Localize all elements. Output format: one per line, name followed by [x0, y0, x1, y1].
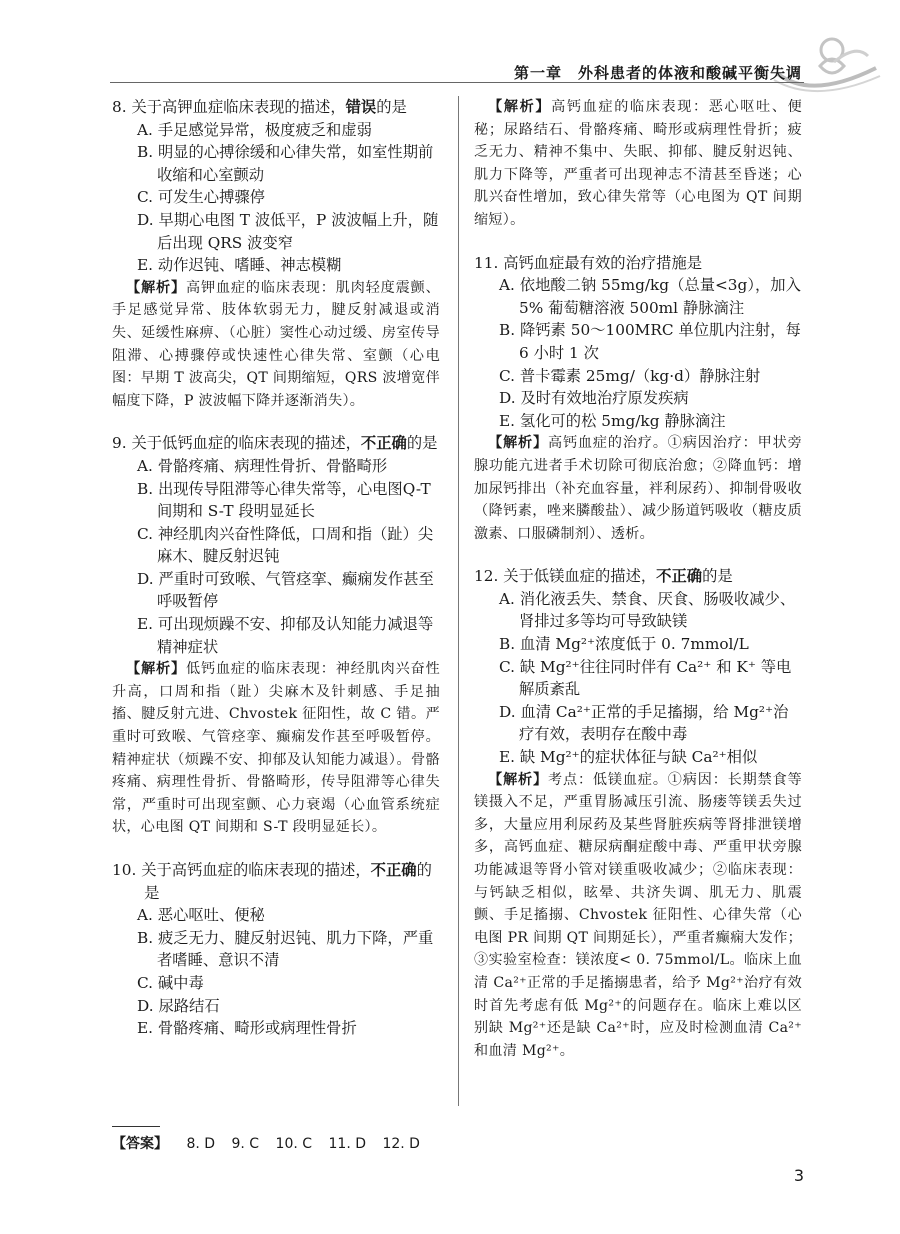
- header-rule: [110, 82, 804, 83]
- page-number: 3: [793, 1166, 804, 1185]
- option-e: E. 缺 Mg²⁺的症状体征与缺 Ca²⁺相似: [499, 748, 758, 767]
- question-stem: 10. 关于高钙血症的临床表现的描述，不正确的是: [112, 861, 432, 902]
- answer-item: 10. C: [275, 1136, 313, 1152]
- option-c: C. 碱中毒: [137, 973, 204, 992]
- option-e: E. 动作迟钝、嗜睡、神志模糊: [137, 256, 342, 275]
- analysis-label: 【解析】: [488, 99, 552, 115]
- option-b: B. 疲乏无力、腱反射迟钝、肌力下降，严重者嗜睡、意识不清: [137, 928, 434, 970]
- analysis: 【解析】高钾血症的临床表现：肌肉轻度震颤、手足感觉异常、肢体软弱无力，腱反射减退或消失、延缓性麻痹、（心脏）窦性心动过缓、房室传导阻滞、心搏骤停或快速性心律失常、室颤（心电图：早期 T 波高尖，QT 间期缩短，QRS 波增宽伴幅度下降，P 波波幅下降并逐渐消失）。: [112, 279, 440, 409]
- question-stem: 11. 高钙血症最有效的治疗措施是: [474, 253, 703, 272]
- answer-item: 8. D: [186, 1136, 216, 1152]
- left-column: [112, 96, 440, 1060]
- question-stem: 9. 关于低钙血症的临床表现的描述，不正确的是: [112, 434, 438, 453]
- option-b: B. 血清 Mg²⁺浓度低于 0. 7mmol/L: [499, 635, 749, 654]
- analysis-label: 【解析】: [488, 435, 548, 452]
- right-column: [474, 96, 802, 1082]
- question-10-analysis: [474, 96, 802, 232]
- option-d: D. 早期心电图 T 波低平，P 波波幅上升，随后出现 QRS 波变窄: [137, 210, 439, 252]
- option-d: D. 血清 Ca²⁺正常的手足搐搦，给 Mg²⁺治疗有效，表明存在酸中毒: [499, 702, 789, 744]
- question-12: [474, 565, 802, 1062]
- analysis: 【解析】考点：低镁血症。①病因：长期禁食等镁摄入不足，严重胃肠减压引流、肠瘘等镁丢失过多，大量应用利尿药及某些肾脏疾病等肾排泄镁增多，高钙血症、糖尿病酮症酸中毒、严重甲状旁腺功能减退等肾小管对镁重吸收减少；②临床表现：与钙缺乏相似，眩晕、共济失调、肌无力、肌震颤、手足搐搦、Chvostek 征阳性、心律失常（心电图 PR 间期 QT 间期延长），严重者癫痫大发作；③实验室检查：镁浓度< 0. 75mmol/L。临床上血清 Ca²⁺正常的手足搐搦患者，给予 Mg²⁺治疗有效时首先考虑有低 Mg²⁺的问题存在。临床上难以区别缺 Mg²⁺还是缺 Ca²⁺时，应及时检测血清 Ca²⁺和血清 Mg²⁺。: [474, 771, 802, 1059]
- analysis: 【解析】高钙血症的治疗。①病因治疗：甲状旁腺功能亢进者手术切除可彻底治愈；②降血钙：增加尿钙排出（补充血容量，袢利尿药）、抑制骨吸收（降钙素，唑来膦酸盐）、减少肠道钙吸收（糖皮质激素、口服磷制剂）、透析。: [474, 435, 802, 542]
- option-a: A. 骨骼疼痛、病理性骨折、骨骼畸形: [137, 456, 388, 475]
- answer-key-label: 【答案】: [112, 1136, 168, 1152]
- analysis-label: 【解析】: [488, 771, 548, 788]
- answer-item: 9. C: [231, 1136, 260, 1152]
- answer-item: 11. D: [328, 1136, 366, 1152]
- option-c: C. 普卡霉素 25mg/（kg·d）静脉注射: [499, 366, 761, 385]
- column-divider: [458, 96, 459, 1106]
- option-c: C. 神经肌肉兴奋性降低，口周和指（趾）尖麻木、腱反射迟钝: [137, 524, 434, 566]
- analysis: 【解析】低钙血症的临床表现：神经肌肉兴奋性升高，口周和指（趾）尖麻木及针刺感、手足抽搐、腱反射亢进、Chvostek 征阳性，故 C 错。严重时可致喉、气管痉挛、癫痫发作甚至呼吸暂停。精神症状（烦躁不安、抑郁及认知能力减退）。骨骼疼痛、病理性骨折、骨骼畸形，传导阻滞等心律失常，严重时可出现室颤、心力衰竭（心血管系统症状，心电图 QT 间期和 S-T 段明显延长）。: [112, 661, 440, 836]
- option-c: C. 缺 Mg²⁺往往同时伴有 Ca²⁺ 和 K⁺ 等电解质紊乱: [499, 657, 792, 699]
- option-a: A. 恶心呕吐、便秘: [137, 906, 265, 925]
- question-10: [112, 859, 440, 1040]
- option-a: A. 手足感觉异常，极度疲乏和虚弱: [137, 120, 372, 139]
- question-stem: 12. 关于低镁血症的描述，不正确的是: [474, 567, 733, 586]
- footer-rule: [112, 1126, 160, 1127]
- option-e: E. 骨骼疼痛、畸形或病理性骨折: [137, 1019, 357, 1038]
- option-c: C. 可发生心搏骤停: [137, 188, 265, 207]
- option-d: D. 严重时可致喉、气管痉挛、癫痫发作甚至呼吸暂停: [137, 569, 434, 611]
- option-e: E. 可出现烦躁不安、抑郁及认知能力减退等精神症状: [137, 615, 434, 656]
- option-d: D. 尿路结石: [137, 996, 220, 1015]
- question-11: [474, 252, 802, 546]
- answer-item: 12. D: [382, 1136, 420, 1152]
- analysis-label: 【解析】: [126, 661, 186, 678]
- analysis-label: 【解析】: [126, 279, 186, 296]
- option-e: E. 氢化可的松 5mg/kg 静脉滴注: [499, 411, 726, 430]
- chapter-title: 第一章 外科患者的体液和酸碱平衡失调: [513, 64, 802, 82]
- option-b: B. 出现传导阻滞等心律失常等，心电图Q-T间期和 S-T 段明显延长: [137, 479, 431, 521]
- question-9: [112, 432, 440, 839]
- option-a: A. 消化液丢失、禁食、厌食、肠吸收减少、肾排过多等均可导致缺镁: [499, 589, 796, 631]
- question-stem: 8. 关于高钾血症临床表现的描述，错误的是: [112, 98, 407, 116]
- question-8: [112, 96, 440, 412]
- analysis: 【解析】高钙血症的临床表现：恶心呕吐、便秘；尿路结石、骨骼疼痛、畸形或病理性骨折；疲乏无力、精神不集中、失眠、抑郁、腱反射迟钝、肌力下降等，严重者可出现神志不清甚至昏迷；心肌兴奋性增加，致心律失常等（心电图为 QT 间期缩短）。: [474, 99, 802, 228]
- option-b: B. 降钙素 50～100MRC 单位肌内注射，每 6 小时 1 次: [499, 321, 801, 362]
- option-a: A. 依地酸二钠 55mg/kg（总量<3g），加入5% 葡萄糖溶液 500ml 静脉滴注: [499, 276, 801, 317]
- option-b: B. 明显的心搏徐缓和心律失常，如室性期前收缩和心室颤动: [137, 143, 434, 184]
- option-d: D. 及时有效地治疗原发疾病: [499, 389, 689, 408]
- answer-key: [112, 1133, 432, 1153]
